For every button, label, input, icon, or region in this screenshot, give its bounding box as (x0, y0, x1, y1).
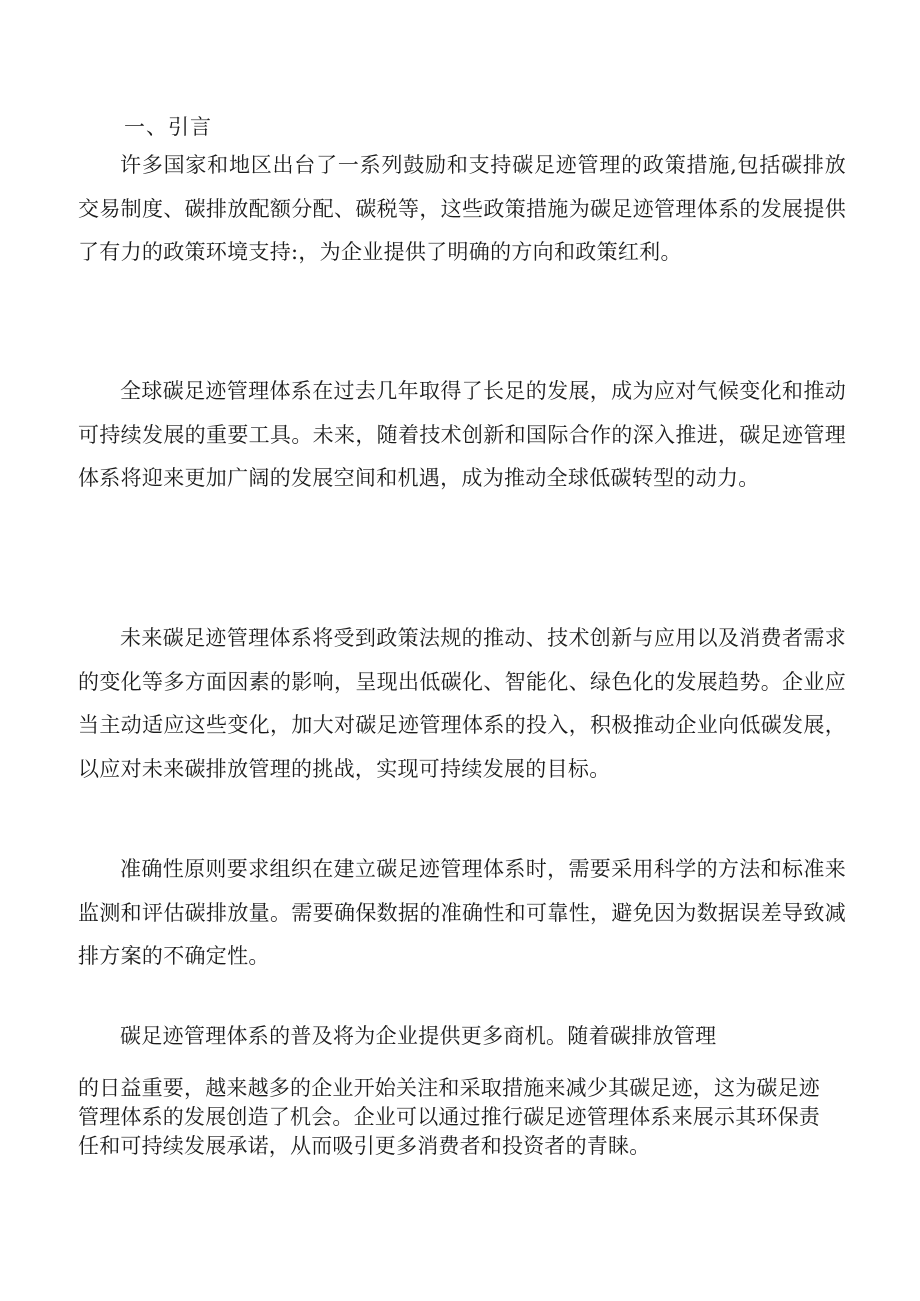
paragraph-global-development: 全球碳足迹管理体系在过去几年取得了长足的发展，成为应对气候变化和推动可持续发展的重要工具。未来，随着技术创新和国际合作的深入推进，碳足迹管理体系将迎来更加广阔的发展空间和机遇，成为推动全球低碳转型的动力。 (78, 379, 846, 490)
paragraph-future-trends: 未来碳足迹管理体系将受到政策法规的推动、技术创新与应用以及消费者需求的变化等多方面因素的影响，呈现出低碳化、智能化、绿色化的发展趋势。企业应当主动适应这些变化，加大对碳足迹管理体系的投入，积极推动企业向低碳发展，以应对未来碳排放管理的挑战，实现可持续发展的目标。 (78, 626, 846, 781)
paragraph-business-opportunity-first-line: 碳足迹管理体系的普及将为企业提供更多商机。随着碳排放管理 (120, 1024, 717, 1048)
paragraph-policy-support: 许多国家和地区出台了一系列鼓励和支持碳足迹管理的政策措施,包括碳排放交易制度、碳排放配额分配、碳税等，这些政策措施为碳足迹管理体系的发展提供了有力的政策环境支持:，为企业提供了明确的方向和政策红利。 (78, 153, 846, 264)
section-heading: 一、引言 (124, 115, 212, 139)
paragraph-accuracy-principle: 准确性原则要求组织在建立碳足迹管理体系时，需要采用科学的方法和标准来监测和评估碳排放量。需要确保数据的准确性和可靠性，避免因为数据误差导致减排方案的不确定性。 (78, 857, 846, 968)
paragraph-business-opportunity-body: 的日益重要，越来越多的企业开始关注和采取措施来减少其碳足迹，这为碳足迹管理体系的发展创造了机会。企业可以通过推行碳足迹管理体系来展示其环保责任和可持续发展承诺，从而吸引更多消费者和投资者的青睐。 (78, 1076, 820, 1158)
